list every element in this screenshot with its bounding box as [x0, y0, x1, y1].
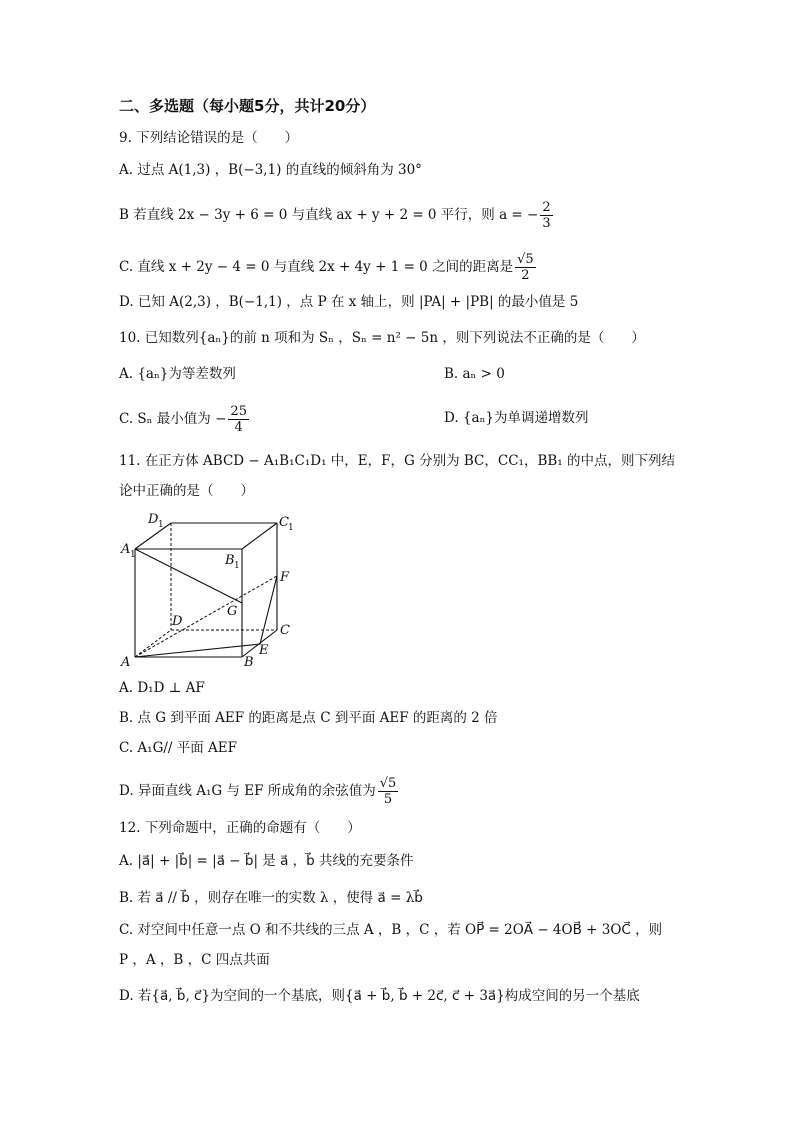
q10-option-a: A. {aₙ}为等差数列	[119, 366, 236, 382]
q10-stem: 10. 已知数列{aₙ}的前 n 项和为 Sₙ ，Sₙ = n² − 5n ，则下列说法不正确的是（ ）	[119, 330, 645, 346]
q11-d-numerator: √5	[379, 776, 397, 791]
q11-option-d	[119, 776, 400, 807]
label-a: A	[121, 655, 131, 668]
label-c: C	[280, 623, 290, 638]
segment-ef	[260, 576, 277, 644]
q11-option-d-fraction	[378, 776, 399, 807]
q12-option-c-line1: C. 对空间中任意一点 O 和不共线的三点 A ，B ，C ，若 OP⃗ = 2OA⃗ − 4OB⃗ + 3OC⃗ ，则	[119, 922, 663, 938]
q9-option-b-text: B 若直线 2x − 3y + 6 = 0 与直线 ax + y + 2 = 0 平行，则 a = −	[119, 207, 539, 223]
q11-d-denominator: 5	[383, 792, 393, 807]
q12-stem: 12. 下列命题中，正确的命题有（ ）	[119, 820, 361, 836]
q10-option-c	[119, 404, 251, 435]
label-d: D	[172, 614, 183, 629]
q11-option-c: C. A₁G// 平面 AEF	[119, 740, 238, 756]
edge-c1b1	[242, 523, 277, 549]
q10-option-c-fraction	[228, 404, 249, 435]
label-d1: D	[148, 512, 159, 527]
label-b: B	[244, 655, 254, 668]
q9-b-numerator: 2	[542, 200, 551, 215]
label-c1-sub: 1	[288, 523, 294, 533]
label-d1-sub: 1	[158, 520, 164, 530]
q11-option-d-text: D. 异面直线 A₁G 与 EF 所成角的余弦值为	[119, 783, 376, 799]
label-b1: B	[225, 553, 235, 568]
cube-figure	[119, 508, 319, 668]
q9-option-b	[119, 200, 555, 231]
section-title: 二、多选题（每小题5分，共计20分）	[119, 97, 376, 115]
q11-option-a: A. D₁D ⊥ AF	[119, 680, 205, 696]
q11-stem-line2: 论中正确的是（ ）	[119, 483, 254, 499]
q9-stem: 9. 下列结论错误的是（ ）	[119, 130, 299, 146]
q9-option-b-fraction	[540, 200, 552, 231]
q9-option-a: A. 过点 A(1,3) ，B(−3,1) 的直线的倾斜角为 30°	[119, 162, 422, 178]
q9-b-denominator: 3	[542, 216, 551, 231]
q12-option-c-line2: P ，A ，B ，C 四点共面	[119, 952, 270, 968]
label-g: G	[227, 604, 238, 619]
q9-c-numerator: √5	[517, 252, 534, 267]
label-a1-sub: 1	[130, 550, 136, 560]
q11-stem-line1: 11. 在正方体 ABCD − A₁B₁C₁D₁ 中，E，F，G 分别为 BC，CC₁，BB₁ 的中点，则下列结	[119, 453, 675, 469]
q9-option-d: D. 已知 A(2,3) ，B(−1,1) ，点 P 在 x 轴上，则 |PA| + |PB| 的最小值是 5	[119, 294, 579, 310]
q10-option-b: B. aₙ > 0	[444, 366, 505, 382]
q10-c-numerator: 25	[230, 404, 247, 419]
label-f: F	[280, 570, 290, 585]
q9-option-c-fraction	[515, 252, 536, 283]
label-b1-sub: 1	[234, 561, 240, 571]
label-c1: C	[279, 515, 289, 530]
q10-option-d: D. {aₙ}为单调递增数列	[444, 410, 589, 426]
label-e: E	[259, 643, 269, 658]
q9-option-c-text: C. 直线 x + 2y − 4 = 0 与直线 2x + 4y + 1 = 0 之间的距离是	[119, 259, 514, 275]
hidden-edge-ad	[135, 630, 171, 657]
q12-option-b: B. 若 a⃗ // b⃗ ，则存在唯一的实数 λ ，使得 a⃗ = λb⃗	[119, 890, 423, 906]
q12-option-d: D. 若{a⃗, b⃗, c⃗}为空间的一个基底，则{a⃗ + b⃗, b⃗ + 2c⃗, c⃗ + 3a⃗}构成空间的另一个基底	[119, 988, 640, 1004]
q9-c-denominator: 2	[521, 268, 530, 283]
q11-option-b: B. 点 G 到平面 AEF 的距离是点 C 到平面 AEF 的距离的 2 倍	[119, 710, 498, 726]
q10-c-denominator: 4	[234, 420, 243, 435]
label-a1: A	[121, 542, 131, 557]
q12-option-a: A. |a⃗| + |b⃗| = |a⃗ − b⃗| 是 a⃗ ，b⃗ 共线的充要条件	[119, 853, 414, 869]
q9-option-c	[119, 252, 538, 283]
q10-option-c-text: C. Sₙ 最小值为 −	[119, 411, 227, 427]
